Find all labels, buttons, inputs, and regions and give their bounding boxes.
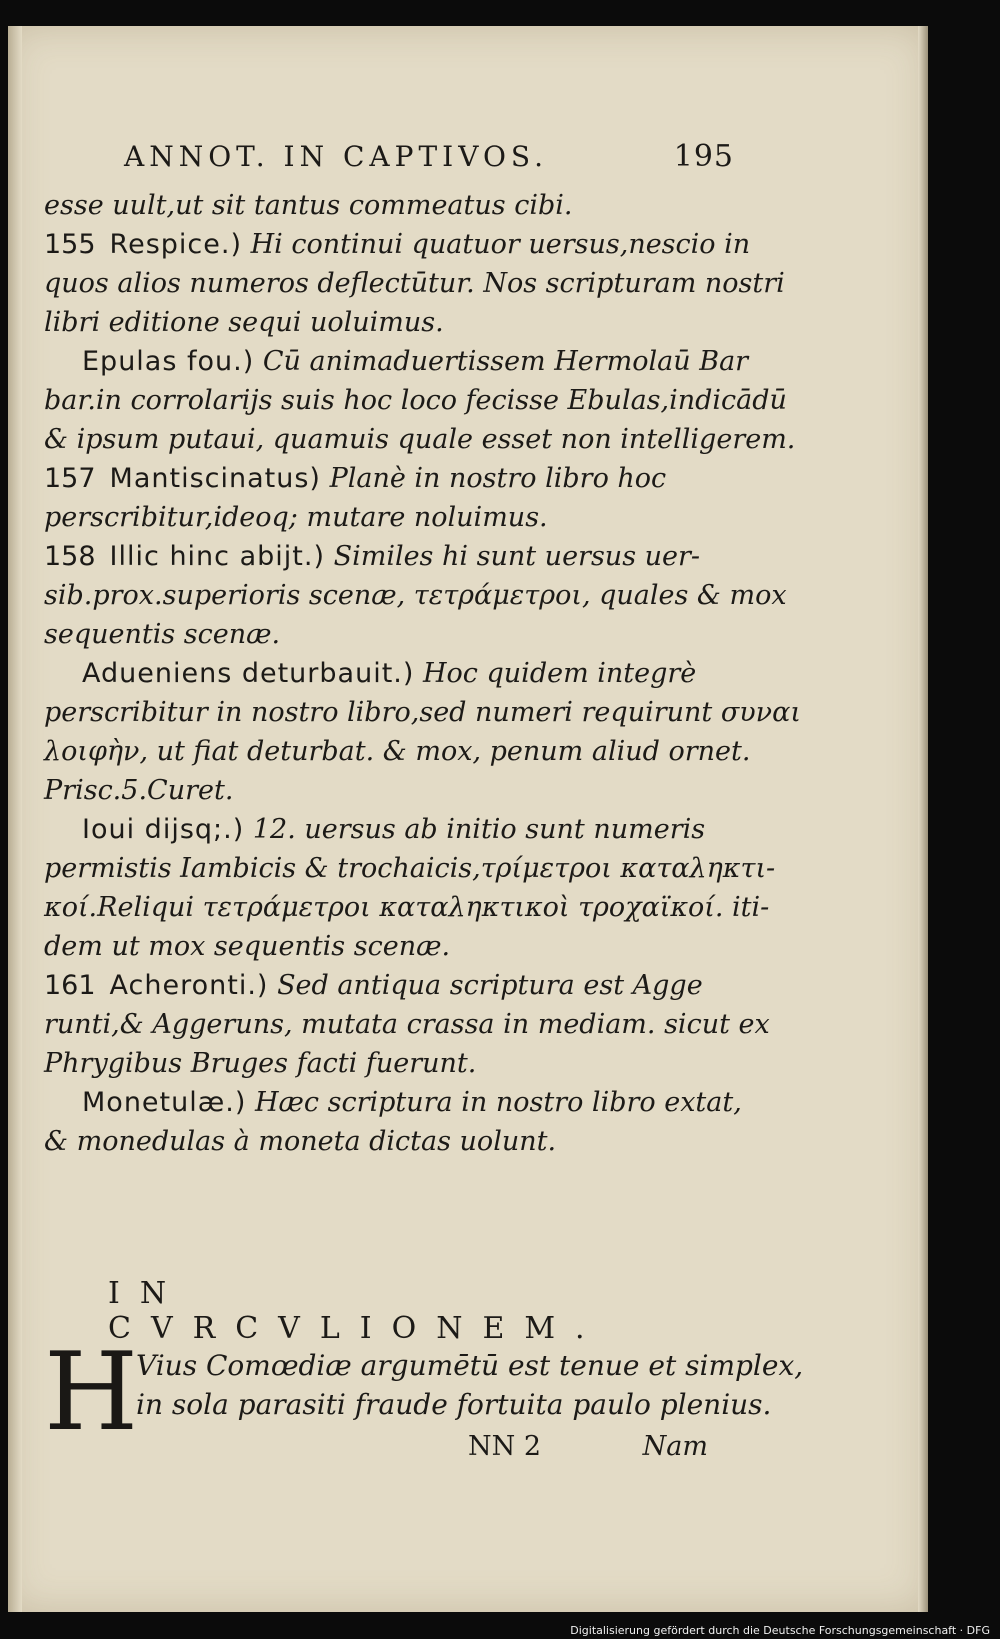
commentary-text: Prisc.5.Curet. (44, 775, 234, 806)
line-number: 161 (44, 970, 96, 1001)
commentary-text: perscribitur,ideoq; mutare noluimus. (44, 502, 548, 533)
commentary-text: Sed antiqua scriptura est Agge (277, 970, 703, 1001)
commentary-text: Hi continui quatuor uersus,nescio in (250, 229, 751, 260)
commentary-text: Hoc quidem integrè (423, 658, 697, 689)
commentary-text: sequentis scenæ. (44, 619, 281, 650)
commentary-text: quos alios numeros deflectūtur. Nos scripturam nostri (44, 268, 785, 299)
commentary-text: runti,& Aggeruns, mutata crassa in mediam. sicut ex (44, 1009, 770, 1040)
text-line (44, 537, 734, 576)
commentary-text: Phrygibus Bruges facti fuerunt. (44, 1048, 477, 1079)
commentary-text: & ipsum putaui, quamuis quale esset non intelligerem. (44, 424, 796, 455)
catchword: Nam (642, 1431, 708, 1462)
text-line (44, 1044, 734, 1083)
page-footer (468, 1431, 708, 1462)
annotation-text (44, 186, 801, 1161)
text-line (44, 810, 734, 849)
page-edge-left (8, 26, 22, 1612)
text-line (44, 459, 734, 498)
signature-mark: NN 2 (468, 1431, 542, 1462)
commentary-text: λοιφὴν, ut fiat deturbat. & mox, penum aliud ornet. (44, 736, 751, 767)
text-line (44, 186, 734, 225)
lemma: Illic hinc abijt.) (109, 541, 325, 572)
book-page (8, 26, 928, 1612)
text-line (44, 888, 770, 927)
lemma: Mantiscinatus) (109, 463, 321, 494)
running-header (124, 134, 734, 178)
page-number: 195 (673, 138, 734, 174)
lemma: Epulas fou.) (82, 346, 255, 377)
commentary-text: permistis Iambicis & trochaicis,τρίμετροι καταληκτι- (44, 853, 776, 884)
text-line (44, 732, 751, 771)
commentary-text: Hæc scriptura in nostro libro extat, (254, 1087, 742, 1118)
text-line (44, 654, 734, 693)
lemma: Acheronti.) (109, 970, 269, 1001)
lemma: Adueniens deturbauit.) (82, 658, 415, 689)
page-edge-right (918, 26, 928, 1612)
text-line (44, 303, 734, 342)
text-line (44, 1122, 734, 1161)
line-number: 155 (44, 229, 96, 260)
line-number: 157 (44, 463, 96, 494)
text-line (44, 264, 785, 303)
commentary-text: bar.in corrolarijs suis hoc loco fecisse Ebulas,indicādū (44, 385, 787, 416)
commentary-text: dem ut mox sequentis scenæ. (44, 931, 451, 962)
section-title: IN CVRCVLIONEM. (108, 1276, 605, 1346)
text-line (44, 420, 796, 459)
section-body-line: in sola parasiti fraude fortuita paulo plenius. (136, 1388, 772, 1421)
commentary-text: perscribitur in nostro libro,sed numeri requirunt συναι (44, 697, 801, 728)
lemma: Ioui dijsq;.) (82, 814, 245, 845)
commentary-text: Similes hi sunt uersus uer- (333, 541, 701, 572)
text-line (44, 927, 734, 966)
text-line (44, 771, 734, 810)
text-line (44, 693, 801, 732)
commentary-text: 12. uersus ab initio sunt numeris (252, 814, 706, 845)
text-line (44, 1005, 770, 1044)
section-body-line: Vius Comœdiæ argumētū est tenue et simplex, (136, 1349, 804, 1382)
commentary-text: esse uult,ut sit tantus commeatus cibi. (44, 190, 573, 221)
line-number: 158 (44, 541, 96, 572)
lemma: Monetulæ.) (82, 1087, 247, 1118)
running-title: ANNOT. IN CAPTIVOS. (124, 139, 548, 173)
commentary-text: κοί.Reliqui τετράμετροι καταληκτικοὶ τροχαϊκοί. iti- (44, 892, 770, 923)
section-body (136, 1346, 804, 1424)
lemma: Respice.) (109, 229, 242, 260)
commentary-text: sib.prox.superioris scenæ, τετράμετροι, quales & mox (44, 580, 787, 611)
text-line (44, 1083, 742, 1122)
text-line (44, 615, 734, 654)
commentary-text: Planè in nostro libro hoc (329, 463, 667, 494)
drop-capital: H (44, 1330, 139, 1455)
commentary-text: Cū animaduertissem Hermolaū Bar (262, 346, 749, 377)
text-line (44, 576, 787, 615)
digitization-credit: Digitalisierung gefördert durch die Deutsche Forschungsgemeinschaft · DFG (570, 1624, 990, 1637)
text-line (44, 381, 787, 420)
text-line (44, 225, 751, 264)
text-line (44, 342, 749, 381)
text-line (44, 849, 776, 888)
text-line (44, 498, 734, 537)
text-line (44, 966, 734, 1005)
commentary-text: libri editione sequi uoluimus. (44, 307, 444, 338)
commentary-text: & monedulas à moneta dictas uolunt. (44, 1126, 557, 1157)
